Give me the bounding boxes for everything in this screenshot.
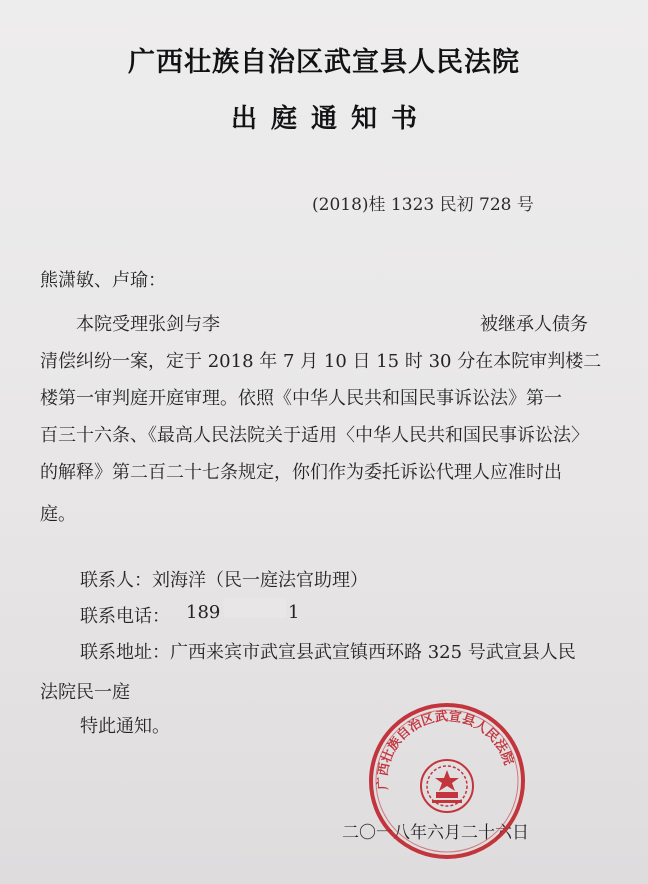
issue-date: 二〇一八年六月二十六日 — [342, 823, 529, 843]
closing-text: 特此通知。 — [80, 716, 170, 737]
contact-person: 联系人：刘海洋（民一庭法官助理） — [80, 570, 368, 591]
national-emblem-icon — [421, 760, 473, 812]
contact-address-line-1: 联系地址：广西来宾市武宣县武宣镇西环路 325 号武宣县人民 — [80, 642, 576, 663]
redaction-block — [224, 598, 286, 618]
addressee: 熊潇敏、卢瑜： — [40, 270, 166, 291]
contact-phone-prefix: 189 — [186, 602, 221, 623]
seal-text: 广西壮族自治区武宣县人民法院 — [375, 709, 516, 791]
document-title: 出庭通知书 — [230, 104, 431, 134]
body-line-6: 庭。 — [40, 504, 76, 525]
court-name: 广西壮族自治区武宣县人民法院 — [128, 47, 520, 78]
contact-phone-suffix: 1 — [288, 602, 300, 623]
body-line-1a: 本院受理张剑与李 — [76, 314, 220, 335]
body-line-4: 百三十六条、《最高人民法院关于适用〈中华人民共和国民事诉讼法〉 — [40, 425, 589, 446]
contact-phone-label: 联系电话： — [80, 606, 170, 627]
body-line-1b: 被继承人债务 — [480, 314, 588, 335]
body-line-5: 的解释》第二百二十七条规定，你们作为委托诉讼代理人应准时出 — [40, 462, 562, 483]
court-seal-stamp — [366, 700, 528, 862]
body-line-3: 楼第一审判庭开庭审理。依照《中华人民共和国民事诉讼法》第一 — [40, 388, 562, 409]
contact-address-line-2: 法院民一庭 — [40, 682, 130, 703]
case-number: (2018)桂 1323 民初 728 号 — [312, 195, 534, 215]
body-line-2: 清偿纠纷一案，定于 2018 年 7 月 10 日 15 时 30 分在本院审判楼二 — [40, 351, 602, 372]
